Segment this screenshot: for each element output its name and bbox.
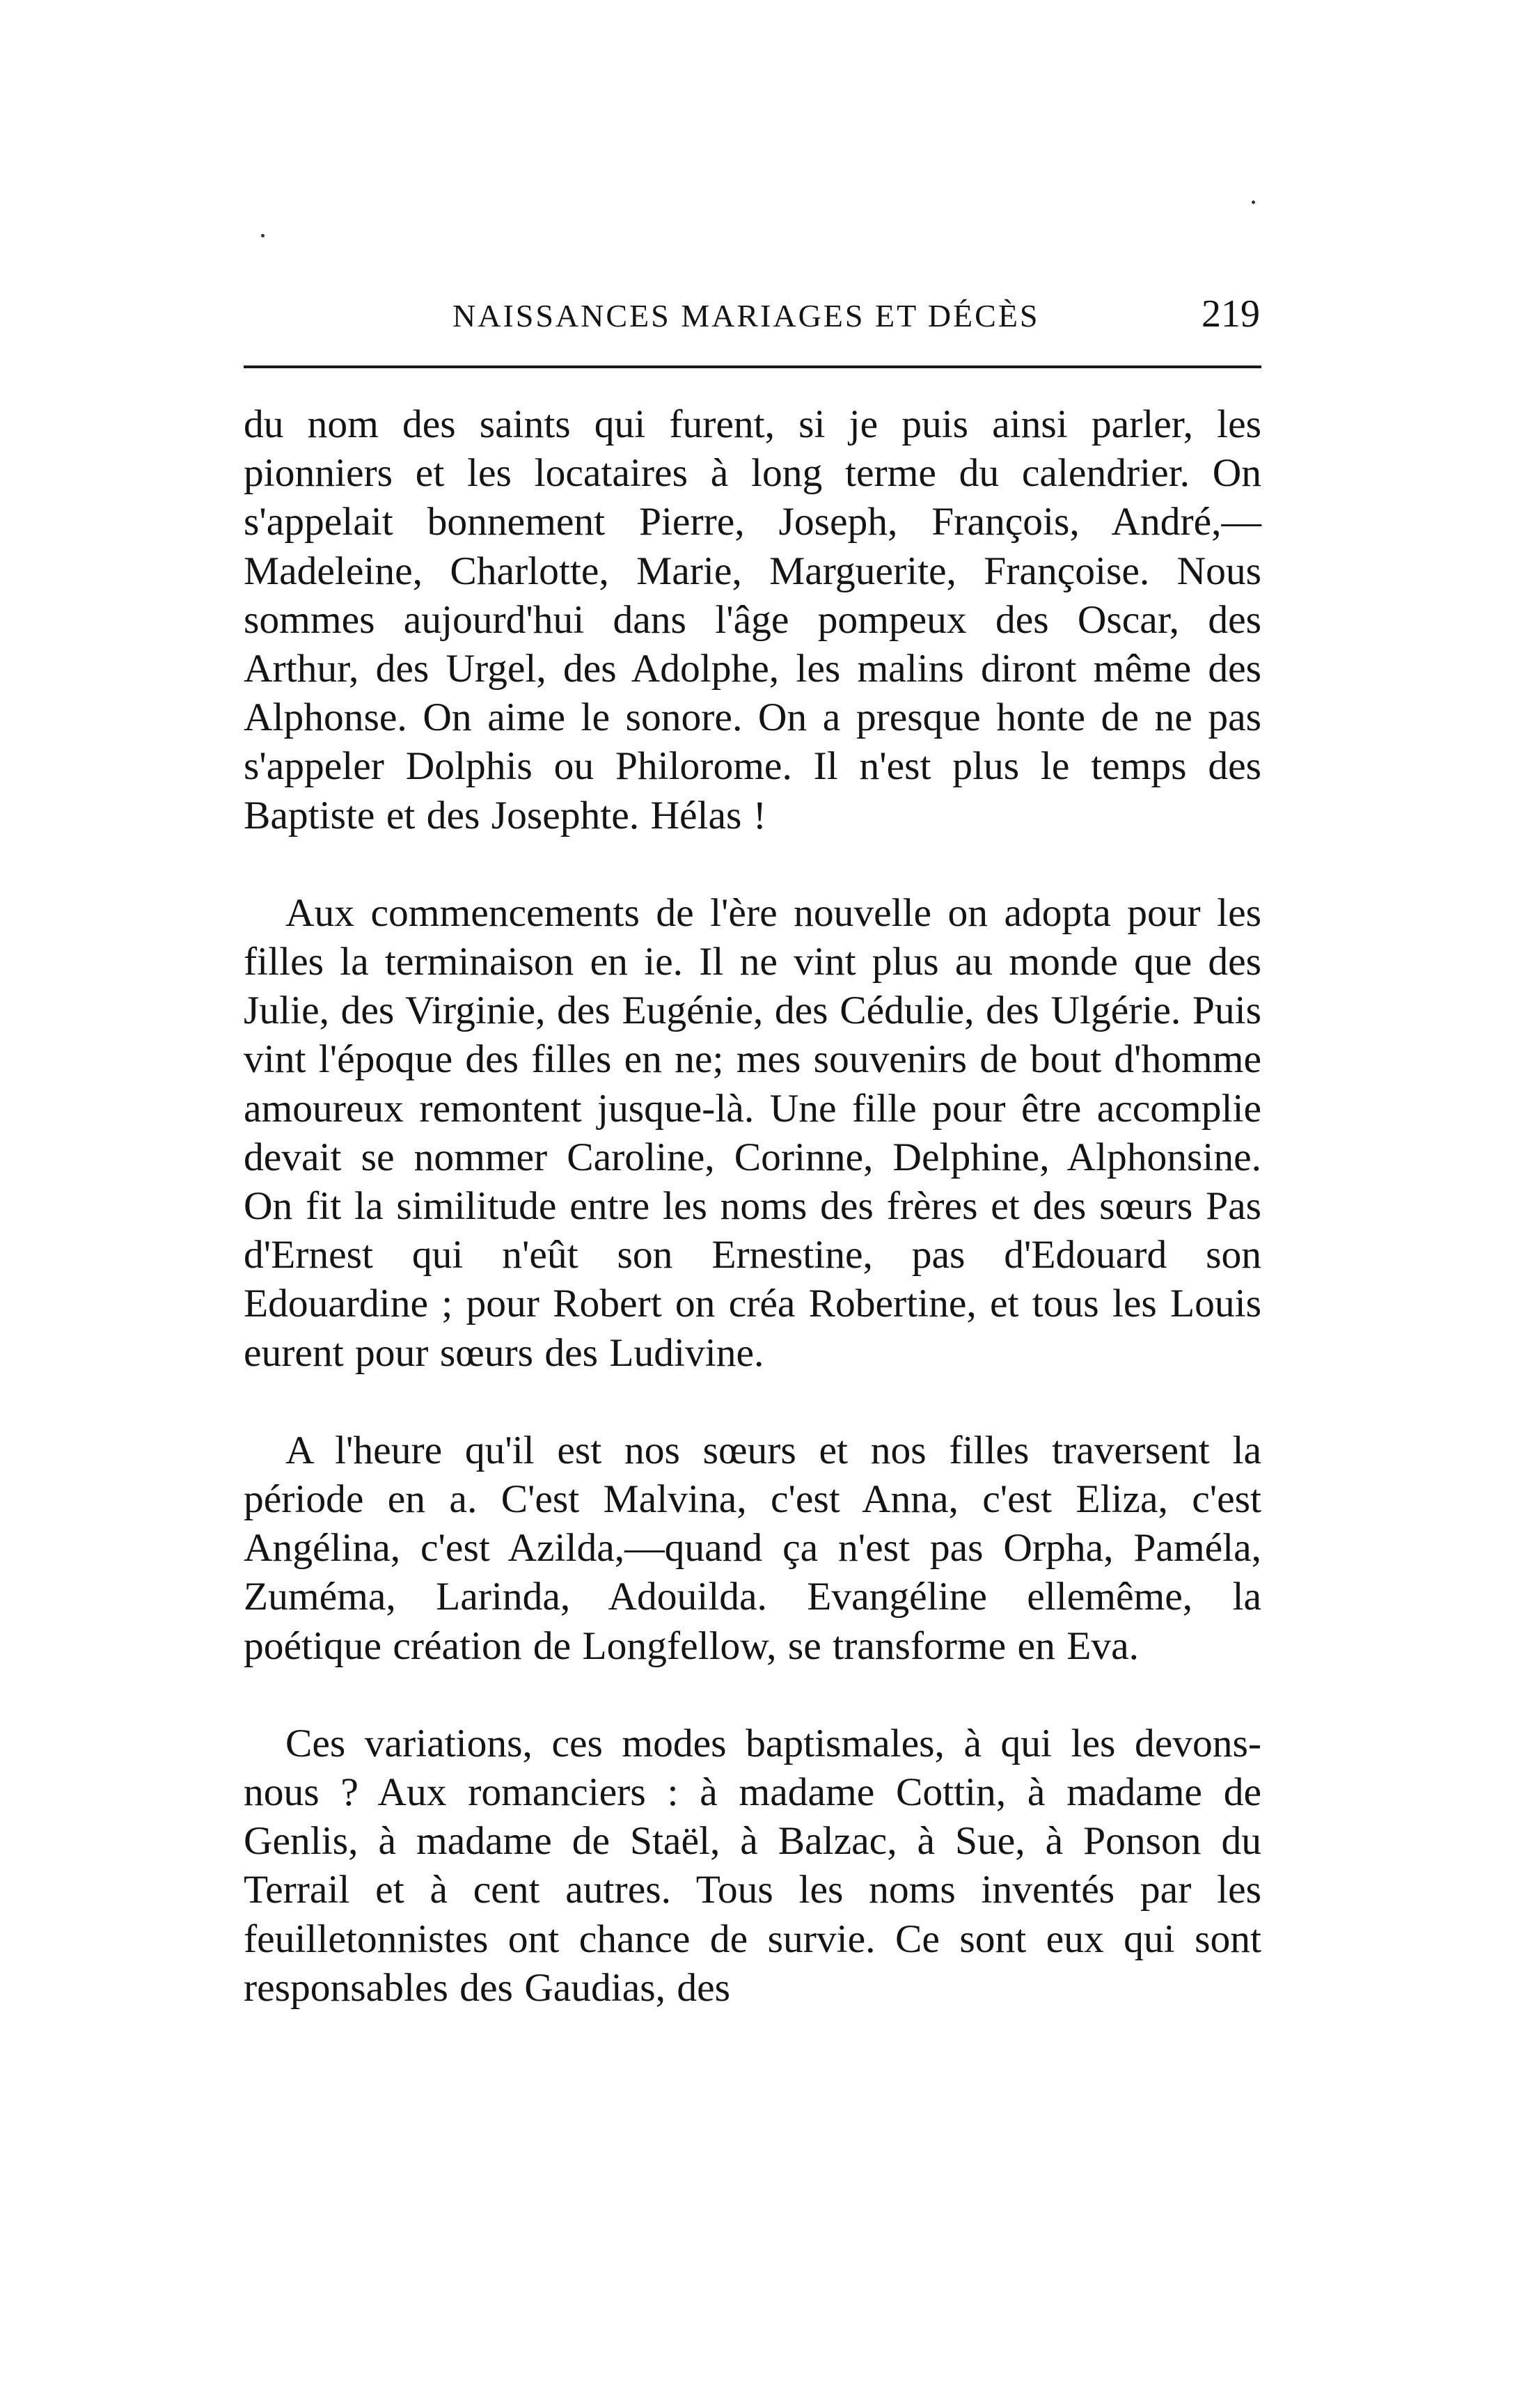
body-text	[244, 400, 1261, 2013]
running-header	[244, 282, 1260, 345]
paragraph: A l'heure qu'il est nos sœurs et nos filles traversent la période en a. C'est Malvina, c'est Anna, c'est Eliza, c'est Angélina, c'est Azilda,—quand ça n'est pas Orpha, Paméla, Zuméma, Larinda, Adouilda. Evangéline ellemême, la poétique création de Longfellow, se transforme en Eva.	[244, 1428, 1261, 1668]
page-number: 219	[1202, 292, 1260, 336]
paragraph: Aux commencements de l'ère nouvelle on adopta pour les filles la terminaison en ie. Il ne vint plus au monde que des Julie, des Virginie, des Eugénie, des Cédulie, des Ulgérie. Puis vint l'époque des filles en ne; mes souvenirs de bout d'homme amoureux remontent jusque-là. Une fille pour être accomplie devait se nommer Caroline, Corinne, Delphine, Alphonsine. On fit la similitude entre les noms des frères et des sœurs Pas d'Ernest qui n'eût son Ernestine, pas d'Edouard son Edouardine ; pour Robert on créa Robertine, et tous les Louis eurent pour sœurs des Ludivine.	[244, 890, 1261, 1375]
header-rule	[244, 365, 1261, 368]
running-title: NAISSANCES MARIAGES ET DÉCÈS	[452, 298, 1040, 333]
paragraph: du nom des saints qui furent, si je puis ainsi parler, les pionniers et les locataires à long terme du calendrier. On s'appelait bonnement Pierre, Joseph, François, André,—Madeleine, Charlotte, Marie, Marguerite, Françoise. Nous sommes aujourd'hui dans l'âge pompeux des Oscar, des Arthur, des Urgel, des Adolphe, les malins diront même des Alphonse. On aime le sonore. On a presque honte de ne pas s'appeler Dolphis ou Philorome. Il n'est plus le temps des Baptiste et des Josephte. Hélas !	[244, 402, 1261, 837]
ink-speck	[1252, 200, 1255, 204]
ink-speck	[261, 234, 265, 237]
paragraph: Ces variations, ces modes baptismales, à qui les devons-nous ? Aux romanciers : à madame Cottin, à madame de Genlis, à madame de Staël, à Balzac, à Sue, à Ponson du Terrail et à cent autres. Tous les noms inventés par les feuilletonnistes ont chance de survie. Ce sont eux qui sont responsables des Gaudias, des	[244, 1721, 1261, 2010]
